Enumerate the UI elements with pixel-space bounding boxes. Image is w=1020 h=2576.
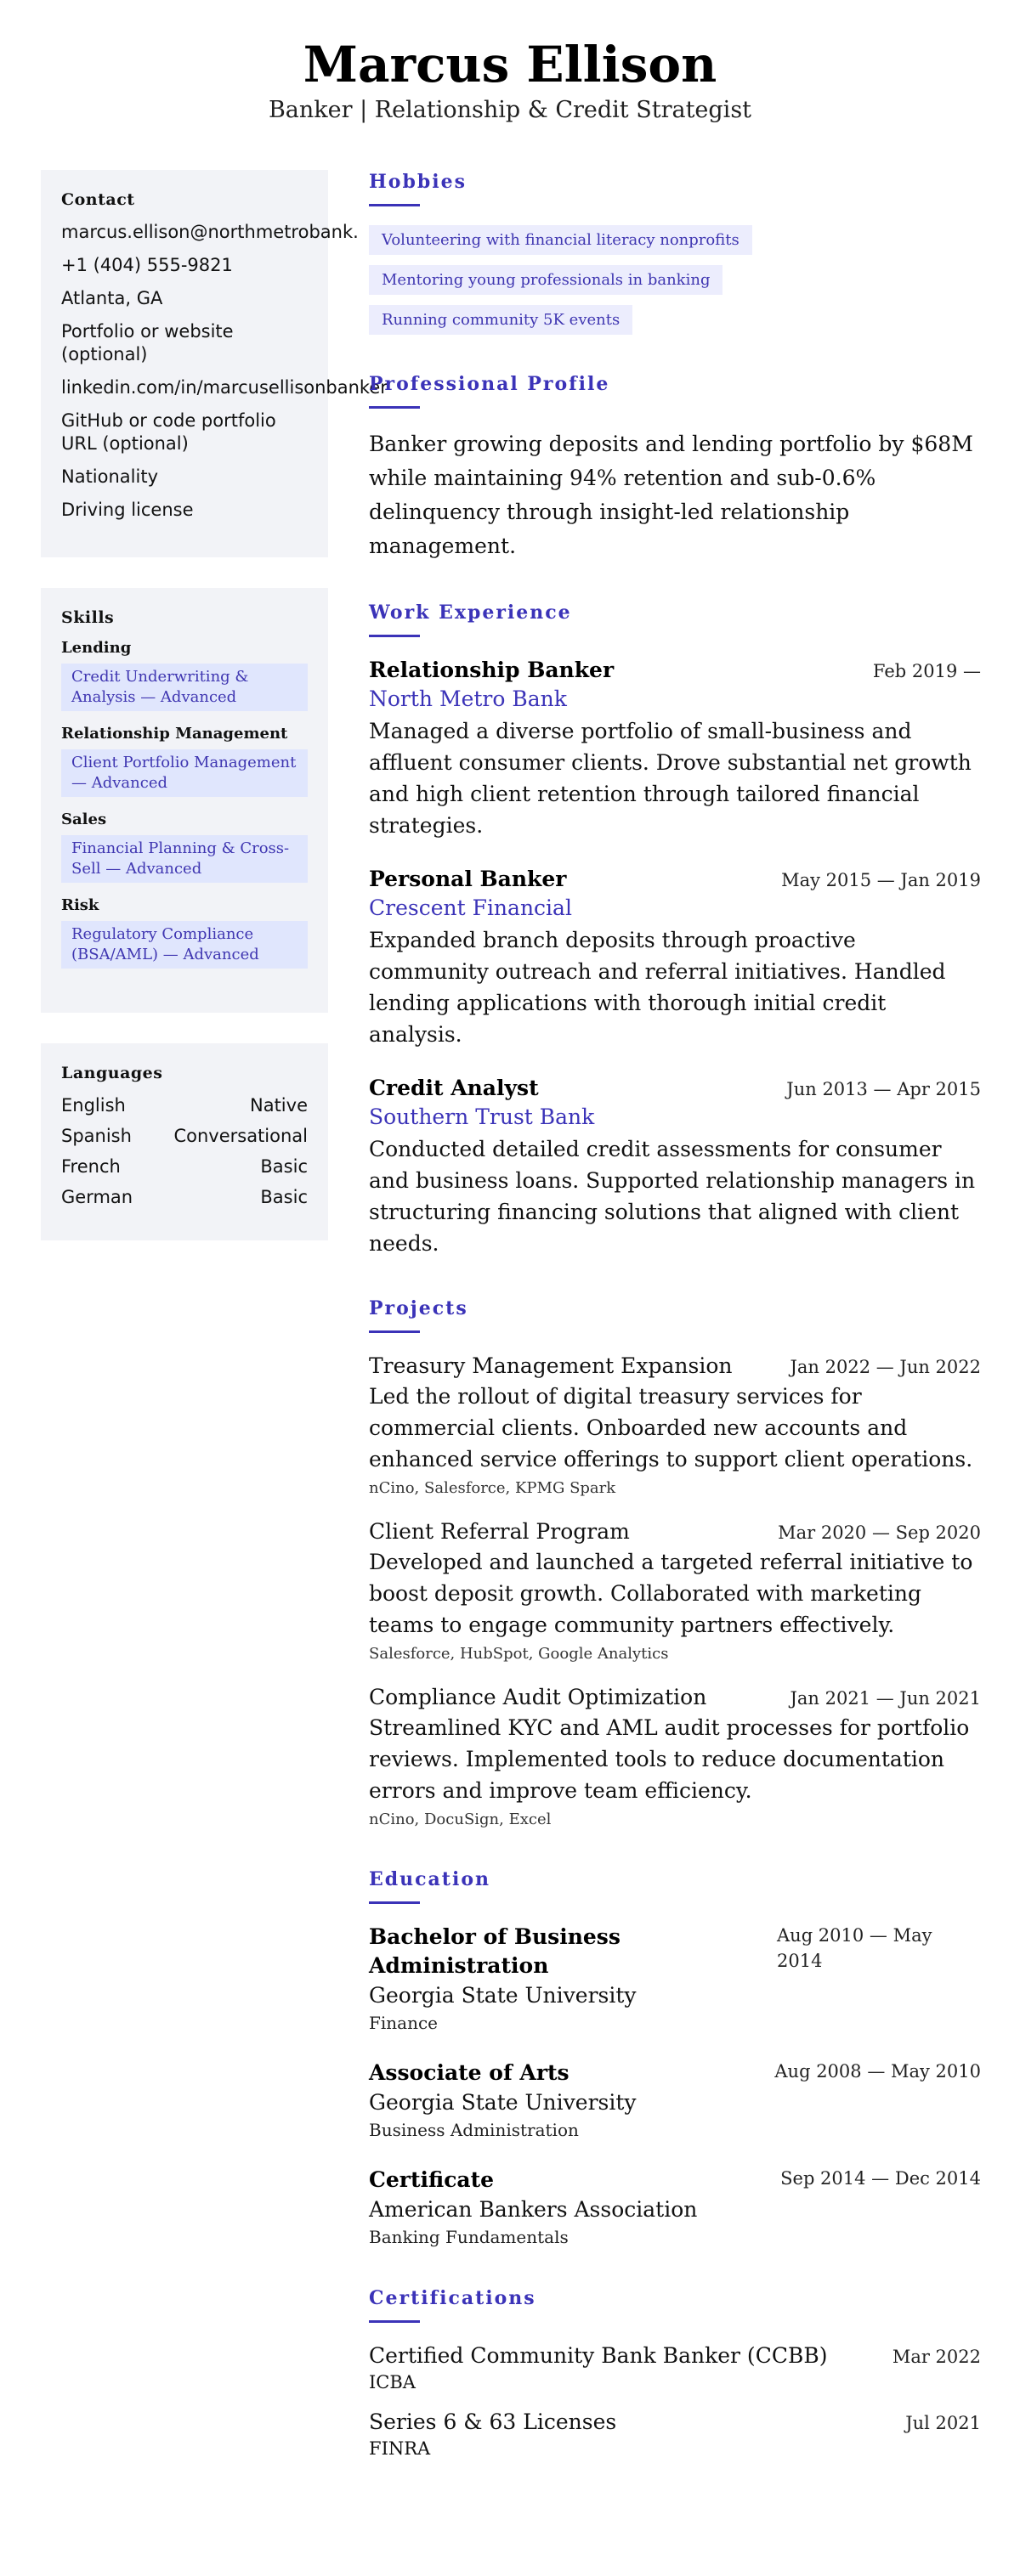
education-entry (369, 2059, 981, 2142)
education-degree: Certificate (369, 2167, 495, 2192)
skill-category: Sales (61, 811, 107, 828)
contact-location: Atlanta, GA (61, 288, 163, 308)
contact-github[interactable]: GitHub or code portfolio URL (optional) (61, 410, 276, 454)
skill-category: Lending (61, 639, 132, 657)
language-level: Basic (260, 1187, 308, 1207)
hobby-tag: Volunteering with financial literacy nonprofits (369, 225, 752, 255)
skill-group (61, 725, 308, 797)
education-school: Georgia State University (369, 1983, 637, 2008)
language-level: Conversational (173, 1126, 308, 1146)
skill-category: Relationship Management (61, 725, 288, 743)
job-date: Feb 2019 — (872, 661, 981, 681)
certifications-title: Certifications (369, 2287, 536, 2309)
job-company: Southern Trust Bank (369, 1104, 595, 1129)
certification-entry (369, 2342, 981, 2394)
project-description: Led the rollout of digital treasury services for commercial clients. Onboarded new accounts and enhanced service offerings to support client operations. (369, 1384, 973, 1472)
job-date: May 2015 — Jan 2019 (781, 870, 981, 890)
project-tech: nCino, DocuSign, Excel (369, 1811, 552, 1828)
education-title: Education (369, 1868, 490, 1890)
skill-chip: Financial Planning & Cross-Sell — Advanced (61, 835, 308, 883)
languages-card (41, 1043, 328, 1240)
project-tech: Salesforce, HubSpot, Google Analytics (369, 1645, 669, 1663)
contact-title: Contact (61, 190, 135, 209)
skill-chip: Client Portfolio Management — Advanced (61, 749, 308, 797)
certification-date: Jul 2021 (905, 2413, 981, 2433)
project-title: Compliance Audit Optimization (369, 1685, 707, 1709)
education-degree: Associate of Arts (369, 2060, 570, 2085)
contact-linkedin[interactable]: linkedin.com/in/marcusellisonbanker (61, 377, 388, 398)
certification-issuer: FINRA (369, 2438, 431, 2459)
skills-title: Skills (61, 608, 115, 627)
certification-issuer: ICBA (369, 2372, 416, 2392)
skills-card (41, 588, 328, 1013)
certification-name: Certified Community Bank Banker (CCBB) (369, 2343, 828, 2368)
section-divider (369, 204, 420, 206)
education-date: Sep 2014 — Dec 2014 (780, 2168, 981, 2189)
skill-group (61, 896, 308, 969)
education-date: Aug 2010 — May 2014 (777, 1925, 932, 1971)
education-degree: Bachelor of Business Administration (369, 1924, 620, 1978)
profile-title: Professional Profile (369, 373, 610, 395)
language-name: Spanish (61, 1126, 132, 1146)
project-entry (369, 1683, 981, 1830)
education-date: Aug 2008 — May 2010 (774, 2061, 981, 2082)
projects-title: Projects (369, 1297, 468, 1319)
language-row (61, 1094, 308, 1117)
contact-portfolio[interactable]: Portfolio or website (optional) (61, 321, 234, 364)
project-title: Client Referral Program (369, 1519, 630, 1544)
languages-title: Languages (61, 1064, 163, 1082)
job-title: Credit Analyst (369, 1076, 539, 1100)
job-description: Conducted detailed credit assessments for consumer and business loans. Supported relationship managers in structuring financing solutions that aligned with client needs. (369, 1137, 976, 1256)
project-date: Mar 2020 — Sep 2020 (778, 1522, 981, 1543)
language-name: English (61, 1095, 126, 1116)
job-entry (369, 656, 981, 841)
candidate-name: Marcus Ellison (303, 36, 717, 93)
language-row (61, 1155, 308, 1178)
education-field: Finance (369, 2013, 438, 2033)
section-divider (369, 406, 420, 409)
project-entry (369, 1517, 981, 1664)
project-entry (369, 1352, 981, 1499)
job-company: North Metro Bank (369, 686, 567, 711)
section-divider (369, 1901, 420, 1904)
job-date: Jun 2013 — Apr 2015 (786, 1079, 981, 1099)
section-divider (369, 2320, 420, 2323)
experience-section (369, 601, 981, 1259)
education-field: Business Administration (369, 2120, 579, 2140)
job-company: Crescent Financial (369, 895, 572, 920)
certifications-section (369, 2286, 981, 2460)
skill-chip: Credit Underwriting & Analysis — Advanced (61, 664, 308, 711)
language-row (61, 1125, 308, 1148)
job-description: Managed a diverse portfolio of small-business and affluent consumer clients. Drove substantial net growth and high client retention through tailored financial strategies. (369, 719, 972, 838)
section-divider (369, 635, 420, 637)
projects-section (369, 1296, 981, 1830)
education-section (369, 1867, 981, 2249)
hobby-tag: Mentoring young professionals in banking (369, 265, 722, 295)
education-entry (369, 1923, 981, 2035)
project-description: Streamlined KYC and AML audit processes for portfolio reviews. Implemented tools to reduce documentation errors and improve team efficiency. (369, 1715, 970, 1803)
job-title: Relationship Banker (369, 658, 615, 682)
project-date: Jan 2022 — Jun 2022 (790, 1357, 981, 1377)
education-field: Banking Fundamentals (369, 2227, 569, 2247)
contact-email[interactable]: marcus.ellison@northmetrobank. (61, 222, 359, 242)
project-tech: nCino, Salesforce, KPMG Spark (369, 1479, 616, 1497)
language-level: Native (250, 1095, 308, 1116)
contact-phone[interactable]: +1 (404) 555-9821 (61, 255, 233, 275)
hobbies-title: Hobbies (369, 171, 467, 193)
hobbies-section (369, 170, 981, 335)
job-description: Expanded branch deposits through proactive community outreach and referral initiatives. Handled lending applications with thorough initial credit analysis. (369, 928, 946, 1047)
skill-group (61, 639, 308, 711)
language-row (61, 1186, 308, 1209)
language-level: Basic (260, 1156, 308, 1177)
profile-section (369, 372, 981, 563)
certification-entry (369, 2408, 981, 2460)
profile-text: Banker growing deposits and lending portfolio by $68M while maintaining 94% retention and sub-0.6% delinquency through insight-led relationship management. (369, 432, 973, 558)
contact-card (41, 170, 388, 557)
education-entry (369, 2166, 981, 2249)
education-school: Georgia State University (369, 2090, 637, 2115)
language-name: German (61, 1187, 133, 1207)
certification-date: Mar 2022 (892, 2347, 981, 2367)
experience-title: Work Experience (369, 602, 572, 624)
sidebar (41, 170, 388, 1271)
certification-name: Series 6 & 63 Licenses (369, 2409, 617, 2434)
education-school: American Bankers Association (369, 2197, 698, 2222)
language-name: French (61, 1156, 121, 1177)
job-title: Personal Banker (369, 867, 567, 891)
candidate-headline: Banker | Relationship & Credit Strategist (268, 97, 752, 123)
skill-group (61, 811, 308, 883)
contact-nationality: Nationality (61, 466, 159, 487)
job-entry (369, 865, 981, 1050)
skill-chip: Regulatory Compliance (BSA/AML) — Advanced (61, 921, 308, 969)
project-description: Developed and launched a targeted referral initiative to boost deposit growth. Collaborated with marketing teams to engage community partners effectively. (369, 1550, 973, 1637)
project-date: Jan 2021 — Jun 2021 (790, 1688, 981, 1709)
main-content (369, 170, 981, 2498)
project-title: Treasury Management Expansion (369, 1353, 733, 1378)
resume-header (0, 34, 1020, 126)
section-divider (369, 1330, 420, 1333)
hobby-tag: Running community 5K events (369, 305, 632, 335)
skill-category: Risk (61, 896, 99, 914)
job-entry (369, 1074, 981, 1259)
contact-driving-license: Driving license (61, 500, 194, 520)
